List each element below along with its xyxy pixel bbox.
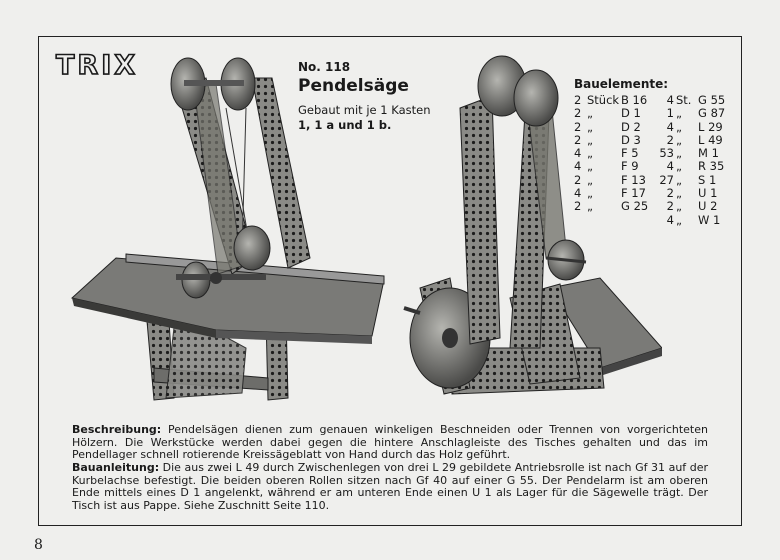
parts-list-cell: „ [676, 199, 682, 214]
parts-list-cell: „ [676, 146, 682, 161]
pendulum-saw-rear-view-photo [400, 48, 662, 410]
instructions-paragraph [72, 462, 708, 512]
parts-list-cell: M 1 [698, 146, 719, 161]
instructions-label: Bauanleitung: [72, 461, 160, 474]
parts-list-cell: „ [676, 119, 682, 134]
parts-list-cell: B 16 [621, 93, 648, 107]
parts-list-cell: Stück [587, 93, 620, 107]
parts-list-cell: 2 [574, 93, 582, 107]
parts-list-cell: 27 [659, 172, 674, 187]
parts-list-cell: „ [676, 106, 682, 121]
parts-list-cell: D 1 [621, 106, 641, 121]
parts-list-cell: St. [676, 93, 692, 107]
parts-list-cell: „ [587, 132, 593, 147]
parts-list-cell: „ [587, 119, 593, 134]
parts-list-cell: L 49 [698, 132, 723, 147]
parts-list-cell: „ [676, 132, 682, 147]
description-text: Pendelsägen dienen zum genauen winkeligen Beschneiden oder Trennen von vorgerichteten Hölzern. Die Werkstücke werden dabei gegen die hintere Anschlagleiste des Tisches gehalten und das im Pendellager schnell rotierende Kreissägeblatt von Hand durch das Holz geführt. [72, 423, 708, 462]
built-with-text: Gebaut mit je 1 Kasten [298, 103, 431, 117]
parts-list-cell: „ [676, 159, 682, 174]
parts-list-cell: „ [587, 172, 593, 187]
parts-list-cell: D 2 [621, 119, 641, 134]
parts-list-cell: L 29 [698, 119, 723, 134]
parts-list-cell: „ [587, 186, 593, 201]
parts-list-cell: F 9 [621, 159, 639, 174]
parts-list-cell: 4 [574, 146, 582, 161]
instructions-text: Die aus zwei L 49 durch Zwischenlegen von drei L 29 gebildete Antriebsrolle ist nach Gf 31 auf der Kurbelachse befestigt. Die beiden oberen Rollen sitzen nach Gf 40 auf einer G 55. Der Pendelarm ist am oberen Ende mittels eines D 1 angelenkt, während er am unteren Ende einen U 1 als Lager für die Sägewelle trägt. Der Tisch ist aus Pappe. Siehe Zuschnitt Seite 110. [72, 461, 708, 512]
parts-list-cell: U 2 [698, 199, 718, 214]
parts-list-cell: „ [676, 172, 682, 187]
parts-list-cell: 2 [666, 186, 674, 201]
page-number: 8 [34, 537, 43, 553]
parts-list-cell: 2 [574, 172, 582, 187]
parts-list-cell: F 17 [621, 186, 646, 201]
parts-list-cell: 4 [574, 186, 582, 201]
parts-list-cell: 4 [666, 212, 674, 227]
parts-list-cell: 1 [666, 106, 674, 121]
parts-list-cell: 4 [574, 159, 582, 174]
trix-logo: TRIX [56, 50, 139, 81]
parts-list-cell: S 1 [698, 172, 717, 187]
model-number: No. 118 [298, 60, 351, 74]
parts-list-cell: G 55 [698, 93, 726, 107]
parts-list-cell: F 13 [621, 172, 646, 187]
parts-list-cell: 4 [666, 119, 674, 134]
parts-list-cell: 2 [666, 199, 674, 214]
parts-list-cell: „ [587, 106, 593, 121]
parts-list-cell: U 1 [698, 186, 718, 201]
model-title: Pendelsäge [298, 76, 409, 96]
kits-text: 1, 1 a und 1 b. [298, 118, 392, 132]
parts-list-cell: 53 [659, 146, 674, 161]
description-paragraph [72, 424, 708, 462]
parts-list-cell: 4 [666, 93, 674, 107]
parts-list-title: Bauelemente: [574, 77, 669, 91]
parts-list-cell: „ [587, 159, 593, 174]
parts-list-cell: 2 [574, 199, 582, 214]
parts-list-cell: W 1 [698, 212, 721, 227]
parts-list-cell: D 3 [621, 132, 641, 147]
parts-list-cell: 2 [574, 106, 582, 121]
parts-list-cell: 4 [666, 159, 674, 174]
parts-list-cell: „ [587, 146, 593, 161]
parts-list-cell: R 35 [698, 159, 725, 174]
parts-list-cell: „ [676, 186, 682, 201]
parts-list-cell: F 5 [621, 146, 639, 161]
parts-list-cell: „ [676, 212, 682, 227]
parts-list-cell: 2 [574, 132, 582, 147]
parts-list-cell: G 87 [698, 106, 726, 121]
parts-list-cell: 2 [666, 132, 674, 147]
parts-list-cell: 2 [574, 119, 582, 134]
parts-list-cell: „ [587, 199, 593, 214]
description-label: Beschreibung: [72, 423, 162, 436]
parts-list-cell: G 25 [621, 199, 649, 214]
pendulum-saw-front-view-photo [66, 48, 390, 420]
